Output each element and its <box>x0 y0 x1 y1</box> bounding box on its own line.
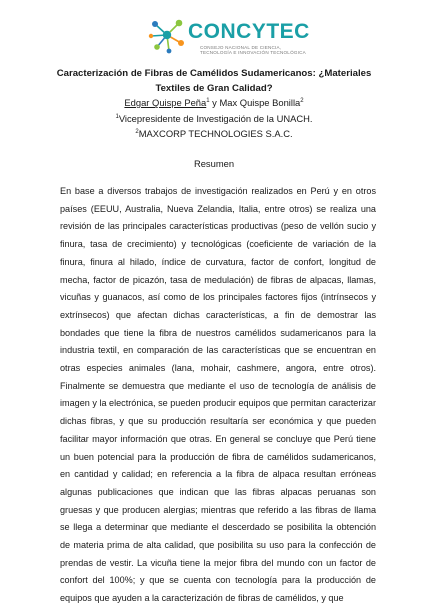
concytec-network-icon <box>148 16 186 54</box>
logo-wordmark: CONCYTEC <box>188 20 310 43</box>
author-1-name: Edgar Quispe Peña <box>124 97 207 108</box>
affiliation-1 <box>0 113 428 124</box>
concytec-logo <box>148 14 308 60</box>
affiliation-2-sup: 2 <box>135 128 139 135</box>
paper-title: Caracterización de Fibras de Camélidos Sudamericanos: ¿Materiales Textiles de Gran Calidad? <box>56 68 372 94</box>
affiliation-2 <box>0 128 428 139</box>
resumen-body: En base a diversos trabajos de investigación realizados en Perú y en otros países (EEUU, Australia, Nueva Zelandia, Italia, entre otros) se realiza una revisión de las principales características productivas (peso de vellón sucio y finura, tasa de crecimiento) y tecnológicas (coeficiente de variación de la finura, finura al hilado, índice de curvatura, factor de confort, longitud de mecha, factor de picazón, tasa de medulación) de fibras de alpacas, llamas, vicuñas y guanacos, así como de los principales factores fijos (intrínsecos y extrínsecos) que afectan dichas características, a fin de demostrar las bondades que tiene la fibra de nuestros camélidos sudamericanos para la industria textil, en comparación de las características que se encuentran en otras especies animales (lana, mohair, cashmere, angora, entre otros). Finalmente se demuestra que mediante el uso de tecnología de análisis de imagen y la electrónica, se pueden producir equipos que permitan caracterizar dichas fibras, y que su producción resultaría ser económica y que pueden facilitar mayor información que otras. En general se concluye que Perú tiene un buen potencial para la producción de fibra de camélidos sudamericanos, en cantidad y calidad; en referencia a la fibra de alpaca resultan erróneas algunas publicaciones que indican que las fibras alpacas peruanas son gruesas y que producen alergias; mientras que referido a las fibras de llama se llega a determinar que mediante el descerdado se posibilita la obtención de materia prima de alta calidad, que posibilita su uso para la confección de prendas de vestir. La vicuña tiene la mejor fibra del mundo con un factor de confort del 100%; y que se cuenta con tecnología para la producción de equipos que ayuden a la caracterización de fibras de camélidos, y que <box>60 186 376 604</box>
resumen-heading: Resumen <box>193 158 235 169</box>
logo-subtitle-line2: TECNOLOGÍA E INNOVACIÓN TECNOLÓGICA <box>200 50 306 55</box>
author-2-name: y Max Quispe Bonilla <box>209 97 301 108</box>
affiliation-1-sup: 1 <box>115 113 119 120</box>
author-1-sup: 1 <box>206 97 210 104</box>
author-2-sup: 2 <box>300 97 304 104</box>
affiliation-1-text: Vicepresidente de Investigación de la UNACH. <box>118 113 313 124</box>
author-line <box>0 97 428 108</box>
logo-subtitle-line1: CONSEJO NACIONAL DE CIENCIA, <box>200 45 282 50</box>
affiliation-2-text: MAXCORP TECHNOLOGIES S.A.C. <box>138 128 293 139</box>
